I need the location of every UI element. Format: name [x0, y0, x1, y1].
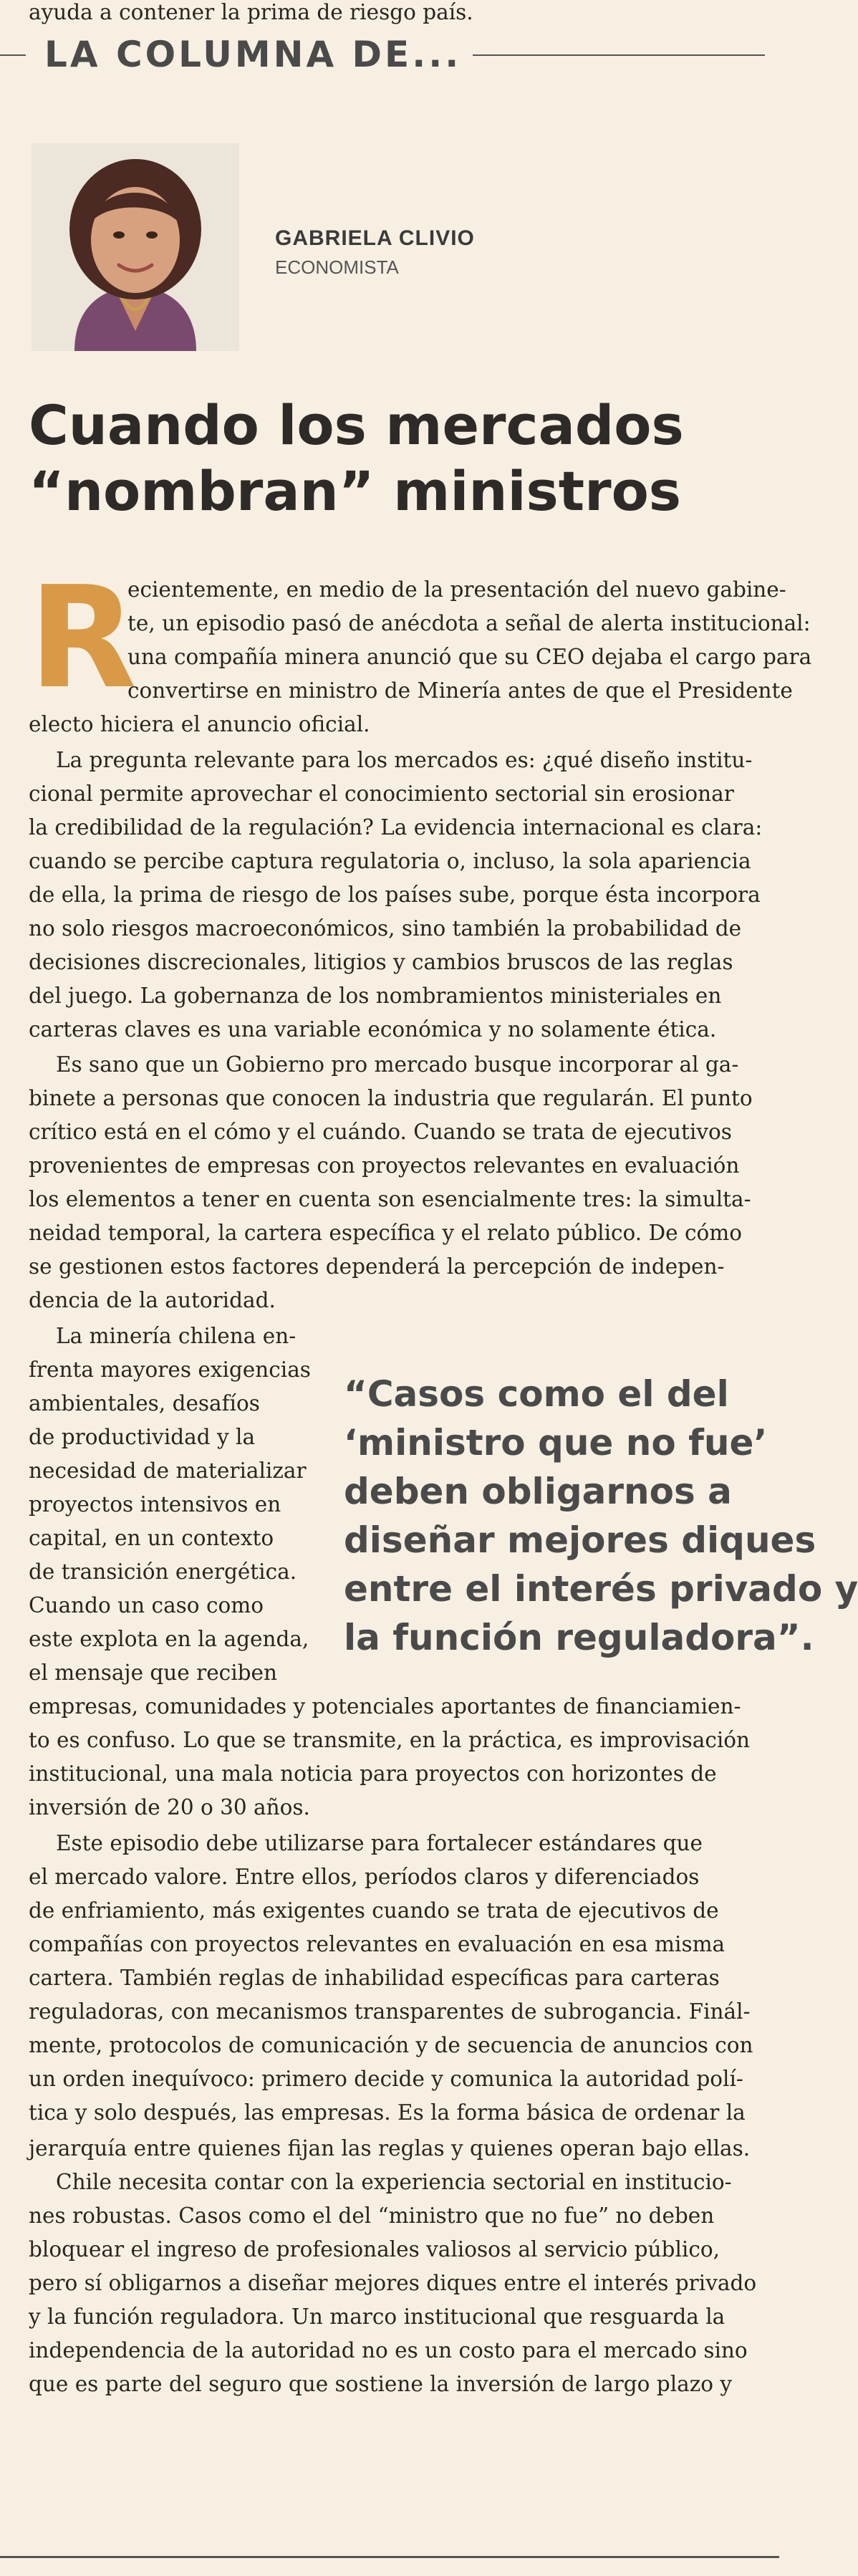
body-text-line: Este episodio debe utilizarse para fortalecer estándares que: [56, 1831, 703, 1855]
body-text-line: los elementos a tener en cuenta son esencialmente tres: la simulta-: [29, 1187, 751, 1211]
body-text-line: provenientes de empresas con proyectos relevantes en evaluación: [29, 1153, 740, 1178]
body-text-line: de enfriamiento, más exigentes cuando se trata de ejecutivos de: [29, 1898, 719, 1923]
body-text-line: mente, protocolos de comunicación y de secuencia de anuncios con: [29, 2033, 753, 2057]
body-text-line: inversión de 20 o 30 años.: [29, 1795, 310, 1820]
body-text-line: la credibilidad de la regulación? La evidencia internacional es clara:: [29, 815, 763, 840]
body-text-line: una compañía minera anunció que su CEO dejaba el cargo para: [127, 645, 812, 669]
pull-quote-line: deben obligarnos a: [344, 1471, 732, 1512]
section-label: LA COLUMNA DE...: [44, 34, 462, 75]
body-text-line: to es confuso. Lo que se transmite, en la práctica, es improvisación: [29, 1728, 751, 1752]
drop-cap: R: [29, 557, 137, 720]
body-text-line: decisiones discrecionales, litigios y cambios bruscos de las reglas: [29, 950, 733, 974]
body-text-line: de transición energética.: [29, 1559, 297, 1584]
pull-quote-line: ‘ministro que no fue’: [344, 1422, 768, 1464]
header-rule-left: [0, 54, 26, 56]
author-role: ECONOMISTA: [275, 256, 399, 278]
body-text-line: frenta mayores exigencias: [29, 1357, 311, 1382]
body-text-line: capital, en un contexto: [29, 1526, 274, 1550]
pull-quote-line: diseñar mejores diques: [344, 1519, 816, 1561]
body-text-line: crítico está en el cómo y el cuándo. Cuando se trata de ejecutivos: [29, 1120, 732, 1144]
body-text-line: jerarquía entre quienes fijan las reglas y quienes operan bajo ellas.: [29, 2136, 751, 2161]
headline-line: Cuando los mercados: [29, 393, 684, 457]
body-text-line: institucional, una mala noticia para proyectos con horizontes de: [29, 1762, 717, 1786]
body-text-line: compañías con proyectos relevantes en evaluación en esa misma: [29, 1932, 726, 1956]
body-text-line: convertirse en ministro de Minería antes de que el Presidente: [127, 678, 793, 703]
body-text-line: bloquear el ingreso de profesionales valiosos al servicio público,: [29, 2237, 720, 2262]
bottom-rule: [0, 2556, 779, 2558]
body-text-line: electo hiciera el anuncio oficial.: [29, 712, 370, 736]
pull-quote-line: entre el interés privado y: [344, 1568, 858, 1610]
body-text-line: ayuda a contener la prima de riesgo país.: [29, 0, 473, 24]
body-text-line: que es parte del seguro que sostiene la inversión de largo plazo y: [29, 2372, 733, 2396]
author-name: GABRIELA CLIVIO: [275, 226, 475, 250]
body-text-line: tica y solo después, las empresas. Es la forma básica de ordenar la: [29, 2100, 746, 2125]
body-text-line: nes robustas. Casos como el del “ministro que no fue” no deben: [29, 2203, 715, 2228]
body-text-line: un orden inequívoco: primero decide y comunica la autoridad polí-: [29, 2067, 743, 2091]
body-text-line: empresas, comunidades y potenciales aportantes de financiamien-: [29, 1694, 741, 1719]
body-text-line: ecientemente, en medio de la presentación del nuevo gabine-: [127, 577, 786, 602]
body-text-line: de productividad y la: [29, 1425, 256, 1449]
headline-line: “nombran” ministros: [29, 459, 682, 523]
section-header: [0, 29, 779, 75]
body-text-line: pero sí obligarnos a diseñar mejores diques entre el interés privado: [29, 2271, 757, 2295]
body-text-line: se gestionen estos factores dependerá la percepción de indepen-: [29, 1254, 725, 1279]
body-text-line: te, un episodio pasó de anécdota a señal de alerta institucional:: [127, 611, 811, 635]
pull-quote-line: la función reguladora”.: [344, 1617, 814, 1658]
body-text-line: de ella, la prima de riesgo de los países sube, porque ésta incorpora: [29, 883, 761, 907]
body-text-line: cional permite aprovechar el conocimiento sectorial sin erosionar: [29, 782, 734, 806]
body-text-line: independencia de la autoridad no es un costo para el mercado sino: [29, 2338, 748, 2363]
pull-quote-line: “Casos como el del: [344, 1373, 729, 1415]
body-text-line: Es sano que un Gobierno pro mercado busque incorporar al ga-: [56, 1052, 739, 1077]
body-text-line: necesidad de materializar: [29, 1458, 307, 1483]
author-photo: [32, 143, 239, 351]
body-text-line: el mercado valore. Entre ellos, períodos claros y diferenciados: [29, 1865, 700, 1889]
body-text-line: Cuando un caso como: [29, 1593, 264, 1618]
body-text-line: La minería chilena en-: [56, 1324, 297, 1348]
body-text-line: cuando se percibe captura regulatoria o, incluso, la sola apariencia: [29, 849, 751, 873]
body-text-line: el mensaje que reciben: [29, 1661, 277, 1685]
pull-quote: [344, 1370, 858, 1662]
body-text-line: no solo riesgos macroeconómicos, sino también la probabilidad de: [29, 916, 742, 941]
headline: [29, 393, 752, 524]
header-rule-right: [473, 54, 765, 56]
body-text-line: y la función reguladora. Un marco institucional que resguarda la: [29, 2305, 726, 2329]
body-text-line: este explota en la agenda,: [29, 1627, 309, 1651]
body-text-line: neidad temporal, la cartera específica y el relato público. De cómo: [29, 1221, 743, 1245]
body-text-line: proyectos intensivos en: [29, 1492, 281, 1517]
body-text-line: dencia de la autoridad.: [29, 1288, 276, 1312]
body-text-line: cartera. También reglas de inhabilidad específicas para carteras: [29, 1966, 720, 1990]
body-text-line: Chile necesita contar con la experiencia sectorial en institucio-: [56, 2170, 732, 2194]
body-text-line: binete a personas que conocen la industria que regularán. El punto: [29, 1086, 753, 1110]
body-text-line: ambientales, desafíos: [29, 1391, 260, 1416]
body-text-line: reguladoras, con mecanismos transparentes de subrogancia. Finál-: [29, 1999, 751, 2024]
body-text-line: carteras claves es una variable económica y no solamente ética.: [29, 1017, 717, 1042]
author-portrait-image: [32, 143, 239, 351]
body-text-line: La pregunta relevante para los mercados es: ¿qué diseño institu-: [56, 748, 753, 772]
body-text-line: del juego. La gobernanza de los nombramientos ministeriales en: [29, 984, 722, 1008]
